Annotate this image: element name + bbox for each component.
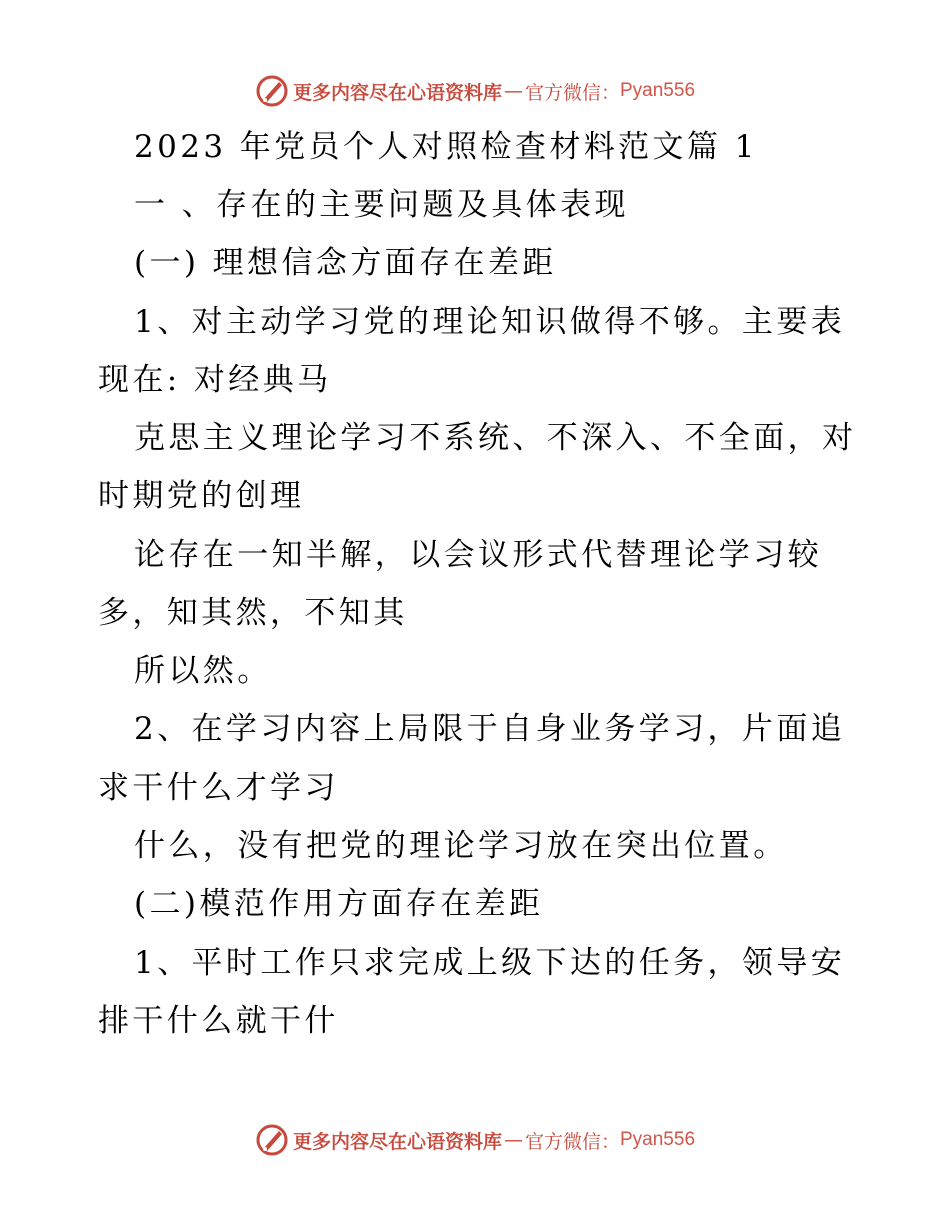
paragraph-line: 多，知其然，不知其 <box>98 595 408 631</box>
paragraph-line: 排干什么就干什 <box>98 1003 339 1039</box>
watermark-site-name: 更多内容尽在心语资料库 <box>292 81 502 104</box>
watermark-separator: — <box>503 1129 523 1151</box>
watermark-site-name: 更多内容尽在心语资料库 <box>292 1130 502 1153</box>
watermark-separator: — <box>503 80 523 102</box>
paragraph-line: 所以然。 <box>134 653 272 689</box>
paragraph-line: 求干什么才学习 <box>98 770 339 806</box>
document-title: 2023 年党员个人对照检查材料范文篇 1 <box>134 129 758 165</box>
pen-logo-icon <box>255 1123 289 1157</box>
watermark-wechat-label: 官方微信： <box>524 1130 620 1153</box>
subsection-heading: (二)模范作用方面存在差距 <box>134 886 544 922</box>
paragraph-line: 1、对主动学习党的理论知识做得不够。主要表 <box>134 304 846 340</box>
paragraph-line: 2、在学习内容上局限于自身业务学习，片面追 <box>134 711 846 747</box>
paragraph-line: 论存在一知半解，以会议形式代替理论学习较 <box>134 537 822 573</box>
paragraph-line: 现在: 对经典马 <box>98 362 332 398</box>
paragraph-line: 克思主义理论学习不系统、不深入、不全面，对 <box>134 420 857 456</box>
section-heading: 一 、存在的主要问题及具体表现 <box>134 187 629 223</box>
subsection-heading: (一) 理想信念方面存在差距 <box>134 245 557 281</box>
footer-watermark <box>0 1120 950 1160</box>
pen-logo-icon <box>255 74 289 108</box>
watermark-wechat-id: Pyan556 <box>620 80 696 101</box>
watermark-wechat-id: Pyan556 <box>620 1129 696 1150</box>
watermark-wechat-label: 官方微信： <box>524 81 620 104</box>
header-watermark <box>0 71 950 111</box>
paragraph-line: 1、平时工作只求完成上级下达的任务，领导安 <box>134 945 846 981</box>
paragraph-line: 什么，没有把党的理论学习放在突出位置。 <box>134 828 788 864</box>
paragraph-line: 时期党的创理 <box>98 478 305 514</box>
